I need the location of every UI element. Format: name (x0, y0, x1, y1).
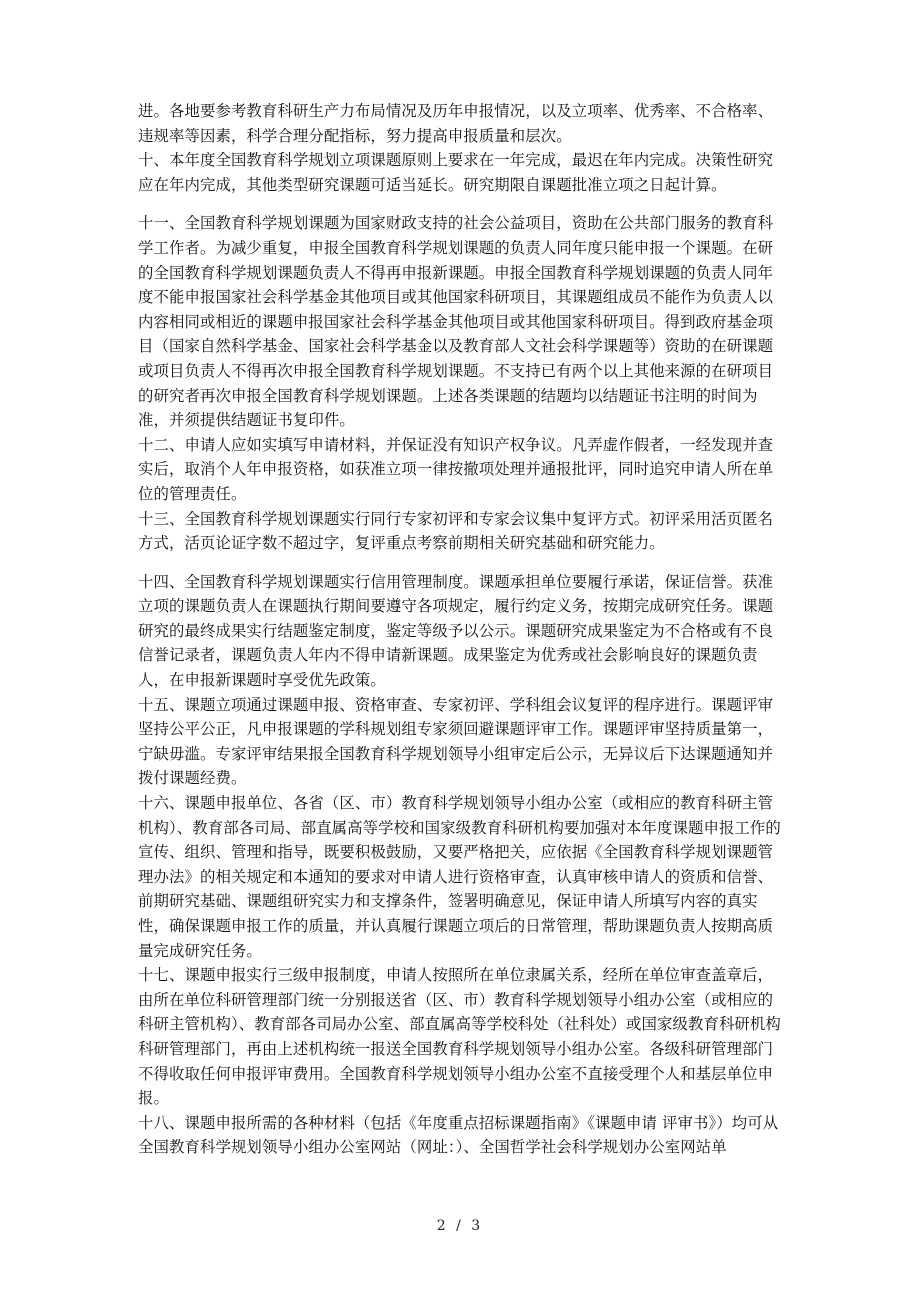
paragraph-continued: 进。各地要参考教育科研生产力布局情况及历年申报情况，以及立项率、优秀率、不合格率、违规率等因素，科学合理分配指标，努力提高申报质量和层次。 (138, 102, 774, 145)
paragraph-item-15: 十五、课题立项通过课题申报、资格审查、专家初评、学科组会议复评的程序进行。课题评审坚持公平公正，凡申报课题的学科规划组专家须回避课题评审工作。课题评审坚持质量第一，宁缺毋滥。专家评审结果报全国教育科学规划领导小组审定后公示，无异议后下达课题通知并拨付课题经费。 (138, 695, 774, 788)
document-body (138, 99, 784, 1160)
paragraph-item-16: 十六、课题申报单位、各省（区、市）教育科学规划领导小组办公室（或相应的教育科研主管机构）、教育部各司局、部直属高等学校和国家级教育科研机构要加强对本年度课题申报工作的宣传、组织、管理和指导，既要积极鼓励，又要严格把关，应依据《全国教育科学规划课题管理办法》的相关规定和本通知的要求对申请人进行资格审查，认真审核申请人的资质和信誉、前期研究基础、课题组研究实力和支撑条件，签署明确意见，保证申请人所填写内容的真实性，确保课题申报工作的质量，并认真履行课题立项后的日常管理，帮助课题负责人按期高质量完成研究任务。 (138, 794, 781, 960)
paragraph-item-13: 十三、全国教育科学规划课题实行同行专家初评和专家会议集中复评方式。初评采用活页匿名方式，活页论证字数不超过字，复评重点考察前期相关研究基础和研究能力。 (138, 509, 774, 553)
paragraph-item-14: 十四、全国教育科学规划课题实行信用管理制度。课题承担单位要履行承诺，保证信誉。获准立项的课题负责人在课题执行期间要遵守各项规定，履行约定义务，按期完成研究任务。课题研究的最终成果实行结题鉴定制度，鉴定等级予以公示。课题研究成果鉴定为不合格或有不良信誉记录者，课题负责人年内不得申请新课题。成果鉴定为优秀或社会影响良好的课题负责人，在申报新课题时享受优先政策。 (138, 572, 774, 690)
paragraph-item-18: 十八、课题申报所需的各种材料（包括《年度重点招标课题指南》《课题申请 评审书》）均可从全国教育科学规划领导小组办公室网站（网址：）、全国哲学社会科学规划办公室网站单 (138, 1113, 779, 1157)
paragraph-item-12: 十二、申请人应如实填写申请材料，并保证没有知识产权争议。凡弄虚作假者，一经发现并查实后，取消个人年申报资格，如获准立项一律按撤项处理并通报批评，同时追究申请人所在单位的管理责任。 (138, 435, 774, 503)
paragraph-item-17: 十七、课题申报实行三级申报制度，申请人按照所在单位隶属关系，经所在单位审查盖章后，由所在单位科研管理部门统一分别报送省（区、市）教育科学规划领导小组办公室（或相应的科研主管机构）、教育部各司局办公室、部直属高等学校科处（社科处）或国家级教育科研机构科研管理部门，再由上述机构统一报送全国教育科学规划领导小组办公室。各级科研管理部门不得收取任何申报评审费用。全国教育科学规划领导小组办公室不直接受理个人和基层单位申报。 (138, 966, 781, 1108)
paragraph-gap (138, 556, 784, 570)
page-number: 2 / 3 (436, 1218, 484, 1234)
paragraph-gap (138, 197, 784, 211)
paragraph-item-10: 十、本年度全国教育科学规划立项课题原则上要求在一年完成，最迟在年内完成。决策性研究应在年内完成，其他类型研究课题可适当延长。研究期限自课题批准立项之日起计算。 (138, 151, 774, 194)
paragraph-item-11: 十一、全国教育科学规划课题为国家财政支持的社会公益项目，资助在公共部门服务的教育科学工作者。为减少重复，申报全国教育科学规划课题的负责人同年度只能申报一个课题。在研的全国教育科学规划课题负责人不得再申报新课题。申报全国教育科学规划课题的负责人同年度不能申报国家社会科学基金其他项目或其他国家科研项目，其课题组成员不能作为负责人以内容相同或相近的课题申报国家社会科学基金其他项目或其他国家科研项目。得到政府基金项目（国家自然科学基金、国家社会科学基金以及教育部人文社会科学课题等）资助的在研课题或项目负责人不得再次申报全国教育科学规划课题。不支持已有两个以上其他来源的在研项目的研究者再次申报全国教育科学规划课题。上述各类课题的结题均以结题证书注明的时间为准，并须提供结题证书复印件。 (138, 214, 774, 430)
